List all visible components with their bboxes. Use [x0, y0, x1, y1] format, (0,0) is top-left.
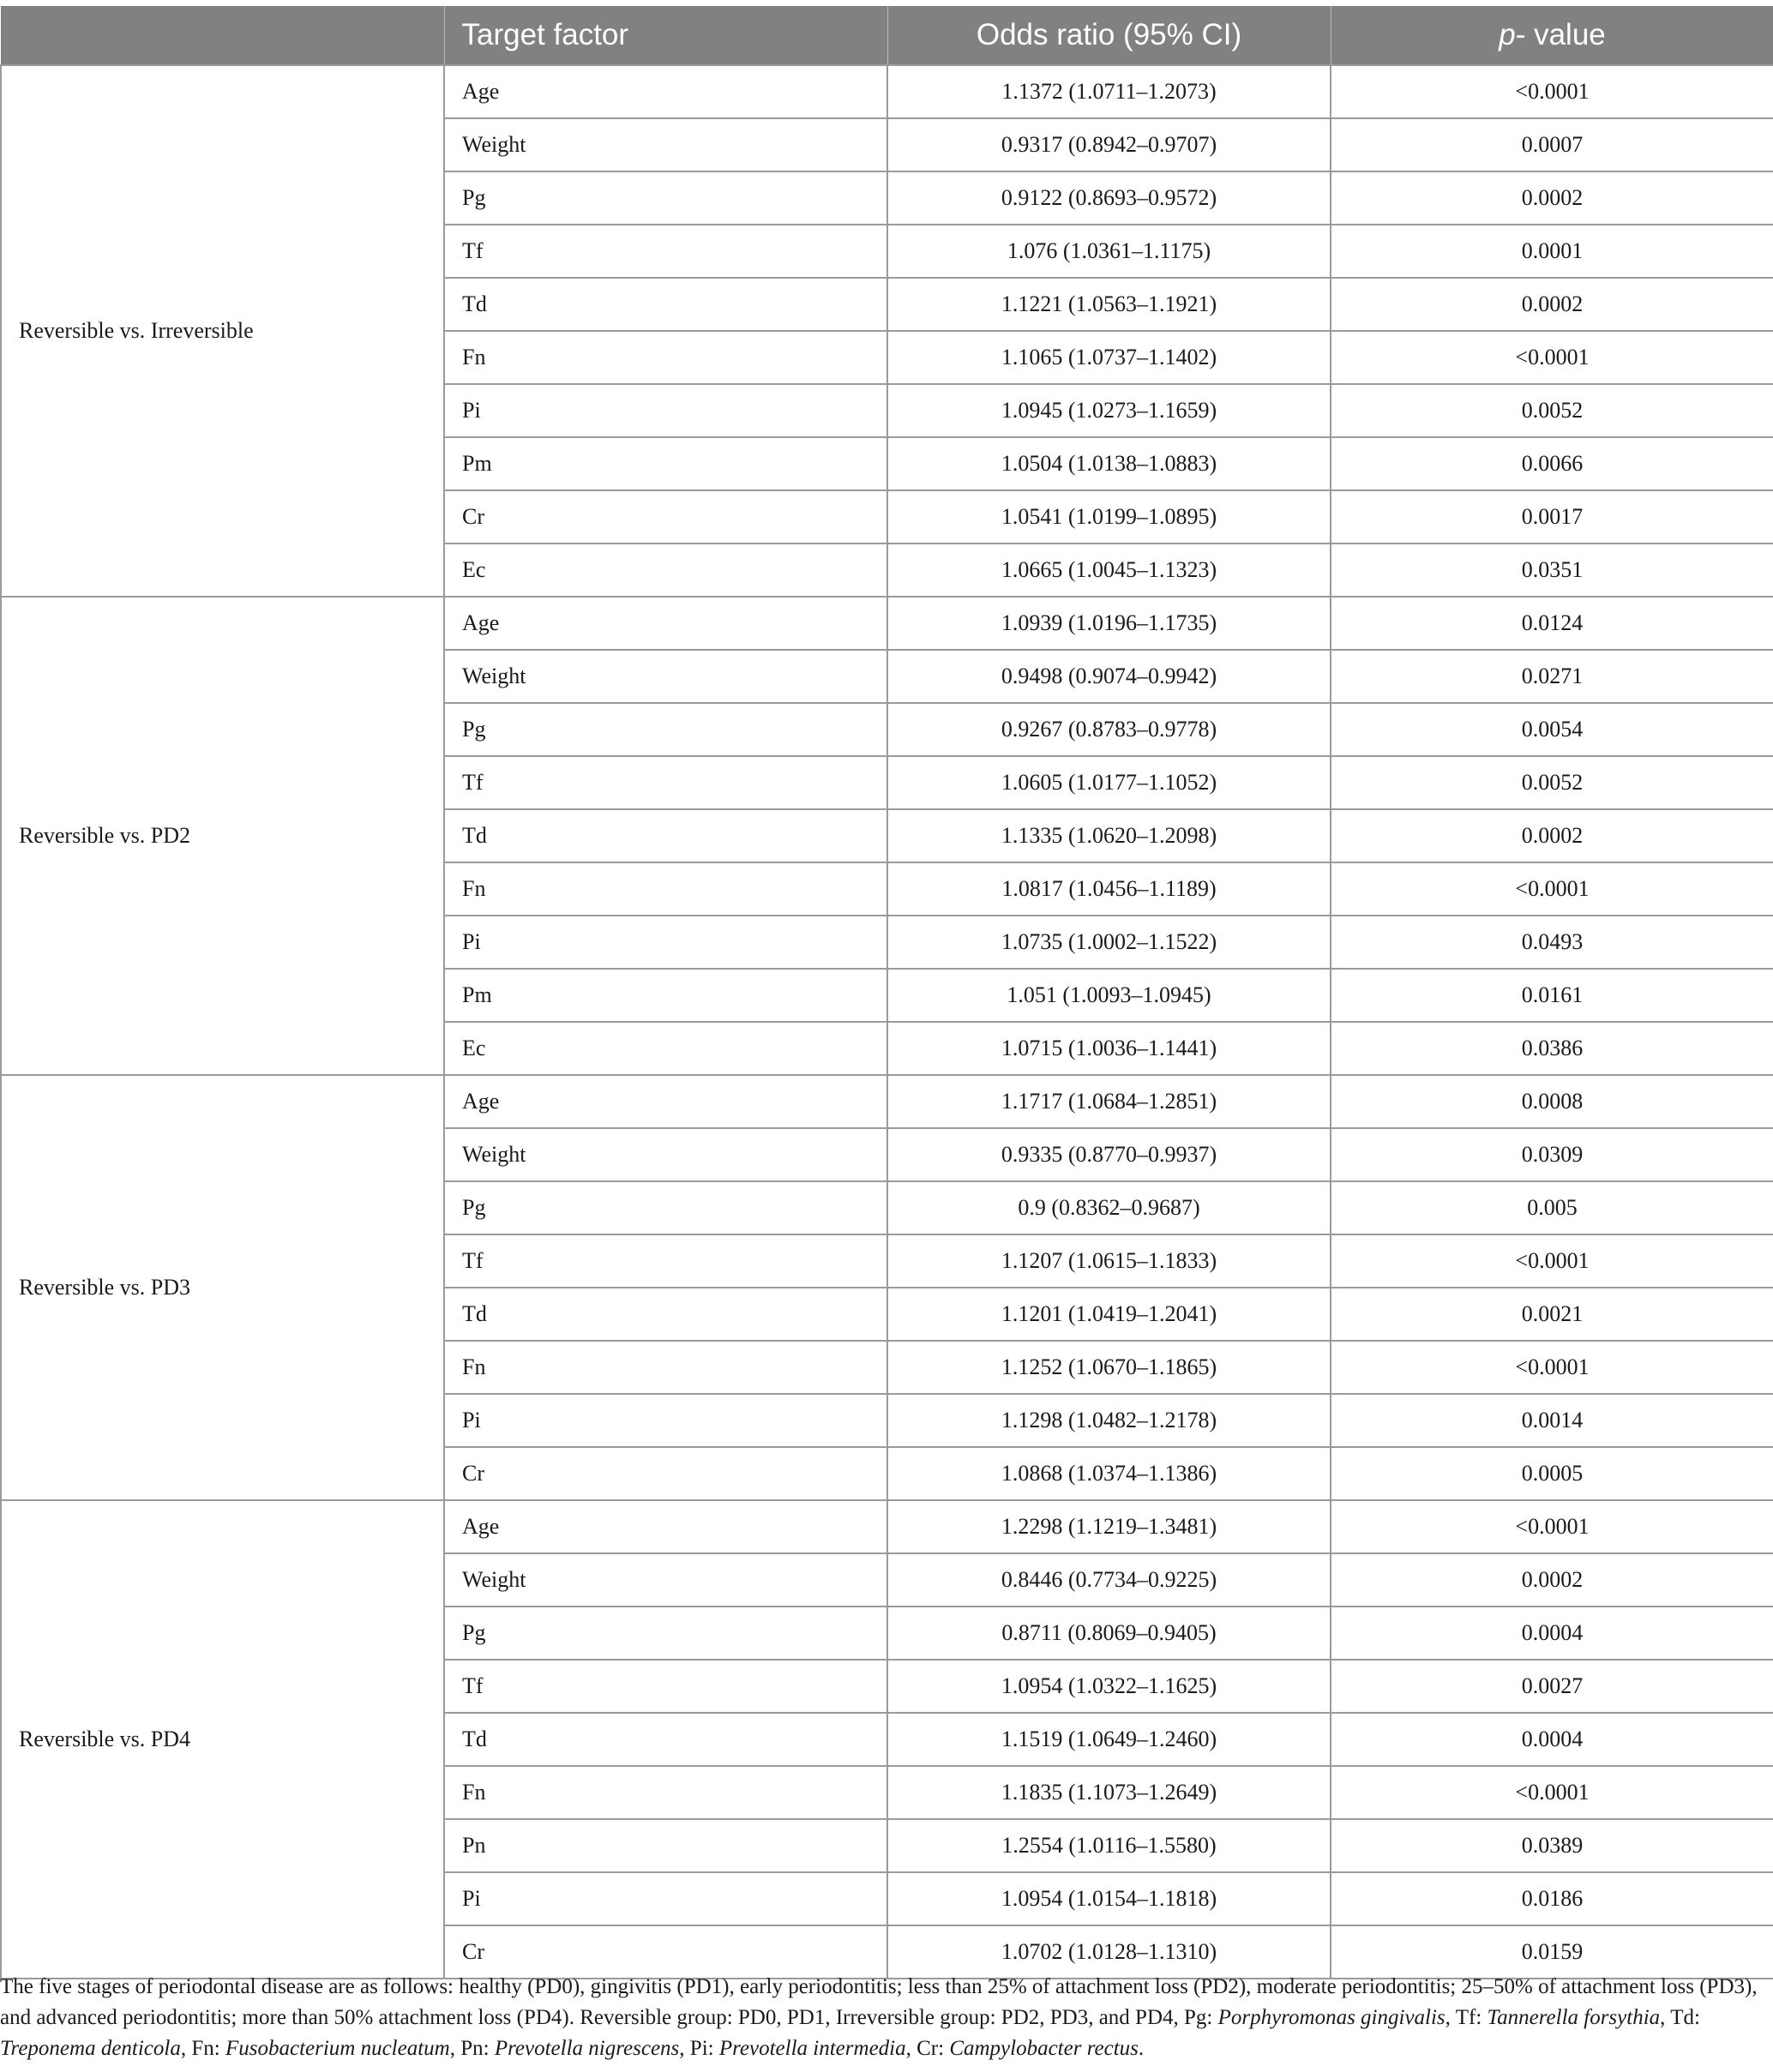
table-row: [1, 1075, 1773, 1128]
target-factor-cell: Pg: [444, 1181, 887, 1234]
p-value-cell: 0.0017: [1331, 490, 1773, 544]
odds-ratio-cell: 1.0541 (1.0199–1.0895): [887, 490, 1331, 544]
p-value-cell: 0.0008: [1331, 1075, 1773, 1128]
odds-ratio-cell: 1.051 (1.0093–1.0945): [887, 969, 1331, 1022]
target-factor-cell: Fn: [444, 862, 887, 916]
p-value-cell: <0.0001: [1331, 862, 1773, 916]
target-factor-cell: Fn: [444, 1341, 887, 1394]
table-row: [1, 1500, 1773, 1553]
odds-ratio-cell: 1.1201 (1.0419–1.2041): [887, 1288, 1331, 1341]
odds-ratio-cell: 1.1835 (1.1073–1.2649): [887, 1766, 1331, 1819]
header-group: [1, 6, 444, 65]
p-value-cell: 0.0002: [1331, 171, 1773, 225]
target-factor-cell: Age: [444, 65, 887, 118]
odds-ratio-cell: 1.076 (1.0361–1.1175): [887, 225, 1331, 278]
table-body: [1, 65, 1773, 1979]
p-value-cell: 0.0186: [1331, 1872, 1773, 1925]
p-value-cell: 0.0309: [1331, 1128, 1773, 1181]
p-value-cell: 0.0386: [1331, 1022, 1773, 1075]
target-factor-cell: Cr: [444, 1447, 887, 1500]
target-factor-cell: Tf: [444, 1234, 887, 1288]
footnote-text: , Fn:: [180, 2037, 225, 2060]
group-label: Reversible vs. Irreversible: [1, 65, 444, 597]
p-value-cell: 0.0052: [1331, 756, 1773, 809]
odds-ratio-cell: 1.0504 (1.0138–1.0883): [887, 437, 1331, 490]
p-value-cell: 0.0271: [1331, 650, 1773, 703]
target-factor-cell: Pi: [444, 1872, 887, 1925]
target-factor-cell: Cr: [444, 1925, 887, 1979]
footnote-text: , Pn:: [449, 2037, 495, 2060]
odds-ratio-cell: 1.0954 (1.0322–1.1625): [887, 1660, 1331, 1713]
species-name: Tannerella forsythia: [1487, 2006, 1661, 2029]
p-value-cell: <0.0001: [1331, 1766, 1773, 1819]
target-factor-cell: Pn: [444, 1819, 887, 1872]
footnote-text: , Td:: [1660, 2006, 1700, 2029]
p-value-cell: 0.0389: [1331, 1819, 1773, 1872]
group-label: Reversible vs. PD2: [1, 597, 444, 1075]
odds-ratio-cell: 1.0939 (1.0196–1.1735): [887, 597, 1331, 650]
target-factor-cell: Td: [444, 1713, 887, 1766]
target-factor-cell: Td: [444, 1288, 887, 1341]
odds-ratio-cell: 1.1298 (1.0482–1.2178): [887, 1394, 1331, 1447]
odds-ratio-cell: 0.9335 (0.8770–0.9937): [887, 1128, 1331, 1181]
target-factor-cell: Fn: [444, 331, 887, 384]
target-factor-cell: Ec: [444, 1022, 887, 1075]
p-value-cell: 0.0021: [1331, 1288, 1773, 1341]
odds-ratio-cell: 1.1519 (1.0649–1.2460): [887, 1713, 1331, 1766]
target-factor-cell: Weight: [444, 650, 887, 703]
target-factor-cell: Cr: [444, 490, 887, 544]
group-label: Reversible vs. PD4: [1, 1500, 444, 1979]
odds-ratio-cell: 0.8446 (0.7734–0.9225): [887, 1553, 1331, 1607]
odds-ratio-cell: 1.1335 (1.0620–1.2098): [887, 809, 1331, 862]
odds-ratio-cell: 1.0817 (1.0456–1.1189): [887, 862, 1331, 916]
footnote-text: , Pi:: [679, 2037, 719, 2060]
target-factor-cell: Td: [444, 278, 887, 331]
p-value-cell: 0.0002: [1331, 1553, 1773, 1607]
odds-ratio-cell: 1.1207 (1.0615–1.1833): [887, 1234, 1331, 1288]
footnote-text: .: [1138, 2037, 1145, 2060]
species-name: Prevotella intermedia: [718, 2037, 906, 2060]
odds-ratio-cell: 1.0868 (1.0374–1.1386): [887, 1447, 1331, 1500]
species-name: Prevotella nigrescens: [494, 2037, 680, 2060]
target-factor-cell: Tf: [444, 1660, 887, 1713]
odds-ratio-cell: 1.0715 (1.0036–1.1441): [887, 1022, 1331, 1075]
target-factor-cell: Pi: [444, 916, 887, 969]
p-value-cell: <0.0001: [1331, 65, 1773, 118]
species-name: Porphyromonas gingivalis: [1217, 2006, 1445, 2029]
target-factor-cell: Pm: [444, 437, 887, 490]
target-factor-cell: Weight: [444, 118, 887, 171]
odds-ratio-cell: 1.0702 (1.0128–1.1310): [887, 1925, 1331, 1979]
odds-ratio-cell: 1.0945 (1.0273–1.1659): [887, 384, 1331, 437]
p-value-cell: 0.0005: [1331, 1447, 1773, 1500]
odds-ratio-cell: 1.1252 (1.0670–1.1865): [887, 1341, 1331, 1394]
odds-ratio-table: [0, 6, 1773, 1979]
p-value-cell: 0.0007: [1331, 118, 1773, 171]
footnote-text: The five stages of periodontal disease are as follows: healthy (PD0), gingivitis (PD1), early periodontitis; less than 25% of attachment loss (PD2), moderate periodontitis; 25–50% of attachment loss (PD3), and advanced periodontitis; more than 50% attachment loss (PD4). Reversible group: PD0, PD1, Irreversible group: PD2, PD3, and PD4, Pg:: [0, 1975, 1758, 2029]
p-value-cell: 0.0027: [1331, 1660, 1773, 1713]
p-value-cell: <0.0001: [1331, 1341, 1773, 1394]
group-label: Reversible vs. PD3: [1, 1075, 444, 1500]
p-value-cell: 0.0001: [1331, 225, 1773, 278]
p-value-cell: 0.0054: [1331, 703, 1773, 756]
p-value-cell: 0.0161: [1331, 969, 1773, 1022]
p-value-cell: 0.0493: [1331, 916, 1773, 969]
odds-ratio-cell: 0.9267 (0.8783–0.9778): [887, 703, 1331, 756]
target-factor-cell: Tf: [444, 225, 887, 278]
p-value-cell: 0.005: [1331, 1181, 1773, 1234]
odds-ratio-cell: 1.2298 (1.1219–1.3481): [887, 1500, 1331, 1553]
target-factor-cell: Fn: [444, 1766, 887, 1819]
p-value-cell: 0.0004: [1331, 1607, 1773, 1660]
species-name: Fusobacterium nucleatum: [225, 2037, 450, 2060]
odds-ratio-cell: 0.9498 (0.9074–0.9942): [887, 650, 1331, 703]
target-factor-cell: Td: [444, 809, 887, 862]
target-factor-cell: Pg: [444, 1607, 887, 1660]
odds-ratio-cell: 1.1065 (1.0737–1.1402): [887, 331, 1331, 384]
target-factor-cell: Pg: [444, 171, 887, 225]
odds-ratio-cell: 0.8711 (0.8069–0.9405): [887, 1607, 1331, 1660]
odds-ratio-cell: 1.0735 (1.0002–1.1522): [887, 916, 1331, 969]
target-factor-cell: Age: [444, 597, 887, 650]
footnote-text: , Tf:: [1445, 2006, 1488, 2029]
target-factor-cell: Tf: [444, 756, 887, 809]
header-target-factor: Target factor: [444, 6, 887, 65]
odds-ratio-cell: 1.2554 (1.0116–1.5580): [887, 1819, 1331, 1872]
header-odds-ratio: Odds ratio (95% CI): [887, 6, 1331, 65]
target-factor-cell: Age: [444, 1075, 887, 1128]
target-factor-cell: Pm: [444, 969, 887, 1022]
table-header-row: [1, 6, 1773, 65]
table-footnote: [0, 1972, 1766, 2064]
odds-ratio-cell: 1.0605 (1.0177–1.1052): [887, 756, 1331, 809]
target-factor-cell: Weight: [444, 1553, 887, 1607]
p-value-cell: 0.0002: [1331, 809, 1773, 862]
p-value-cell: 0.0002: [1331, 278, 1773, 331]
table-row: [1, 65, 1773, 118]
odds-ratio-cell: 1.1717 (1.0684–1.2851): [887, 1075, 1331, 1128]
p-value-cell: <0.0001: [1331, 1234, 1773, 1288]
target-factor-cell: Age: [444, 1500, 887, 1553]
odds-ratio-cell: 0.9122 (0.8693–0.9572): [887, 171, 1331, 225]
p-value-cell: 0.0004: [1331, 1713, 1773, 1766]
p-value-cell: <0.0001: [1331, 1500, 1773, 1553]
odds-ratio-cell: 1.0665 (1.0045–1.1323): [887, 544, 1331, 597]
target-factor-cell: Pi: [444, 1394, 887, 1447]
header-p-rest: - value: [1515, 18, 1606, 51]
p-value-cell: 0.0052: [1331, 384, 1773, 437]
odds-ratio-cell: 1.1221 (1.0563–1.1921): [887, 278, 1331, 331]
p-value-cell: 0.0159: [1331, 1925, 1773, 1979]
odds-ratio-cell: 0.9 (0.8362–0.9687): [887, 1181, 1331, 1234]
odds-ratio-cell: 1.0954 (1.0154–1.1818): [887, 1872, 1331, 1925]
odds-ratio-cell: 0.9317 (0.8942–0.9707): [887, 118, 1331, 171]
header-p-italic: p: [1499, 18, 1516, 51]
species-name: Campylobacter rectus: [949, 2037, 1139, 2060]
p-value-cell: 0.0066: [1331, 437, 1773, 490]
header-p-value: [1331, 6, 1773, 65]
target-factor-cell: Pg: [444, 703, 887, 756]
footnote-text: , Cr:: [905, 2037, 950, 2060]
p-value-cell: 0.0351: [1331, 544, 1773, 597]
odds-ratio-cell: 1.1372 (1.0711–1.2073): [887, 65, 1331, 118]
target-factor-cell: Pi: [444, 384, 887, 437]
p-value-cell: <0.0001: [1331, 331, 1773, 384]
target-factor-cell: Ec: [444, 544, 887, 597]
p-value-cell: 0.0124: [1331, 597, 1773, 650]
p-value-cell: 0.0014: [1331, 1394, 1773, 1447]
species-name: Treponema denticola: [0, 2037, 181, 2060]
table-row: [1, 597, 1773, 650]
target-factor-cell: Weight: [444, 1128, 887, 1181]
